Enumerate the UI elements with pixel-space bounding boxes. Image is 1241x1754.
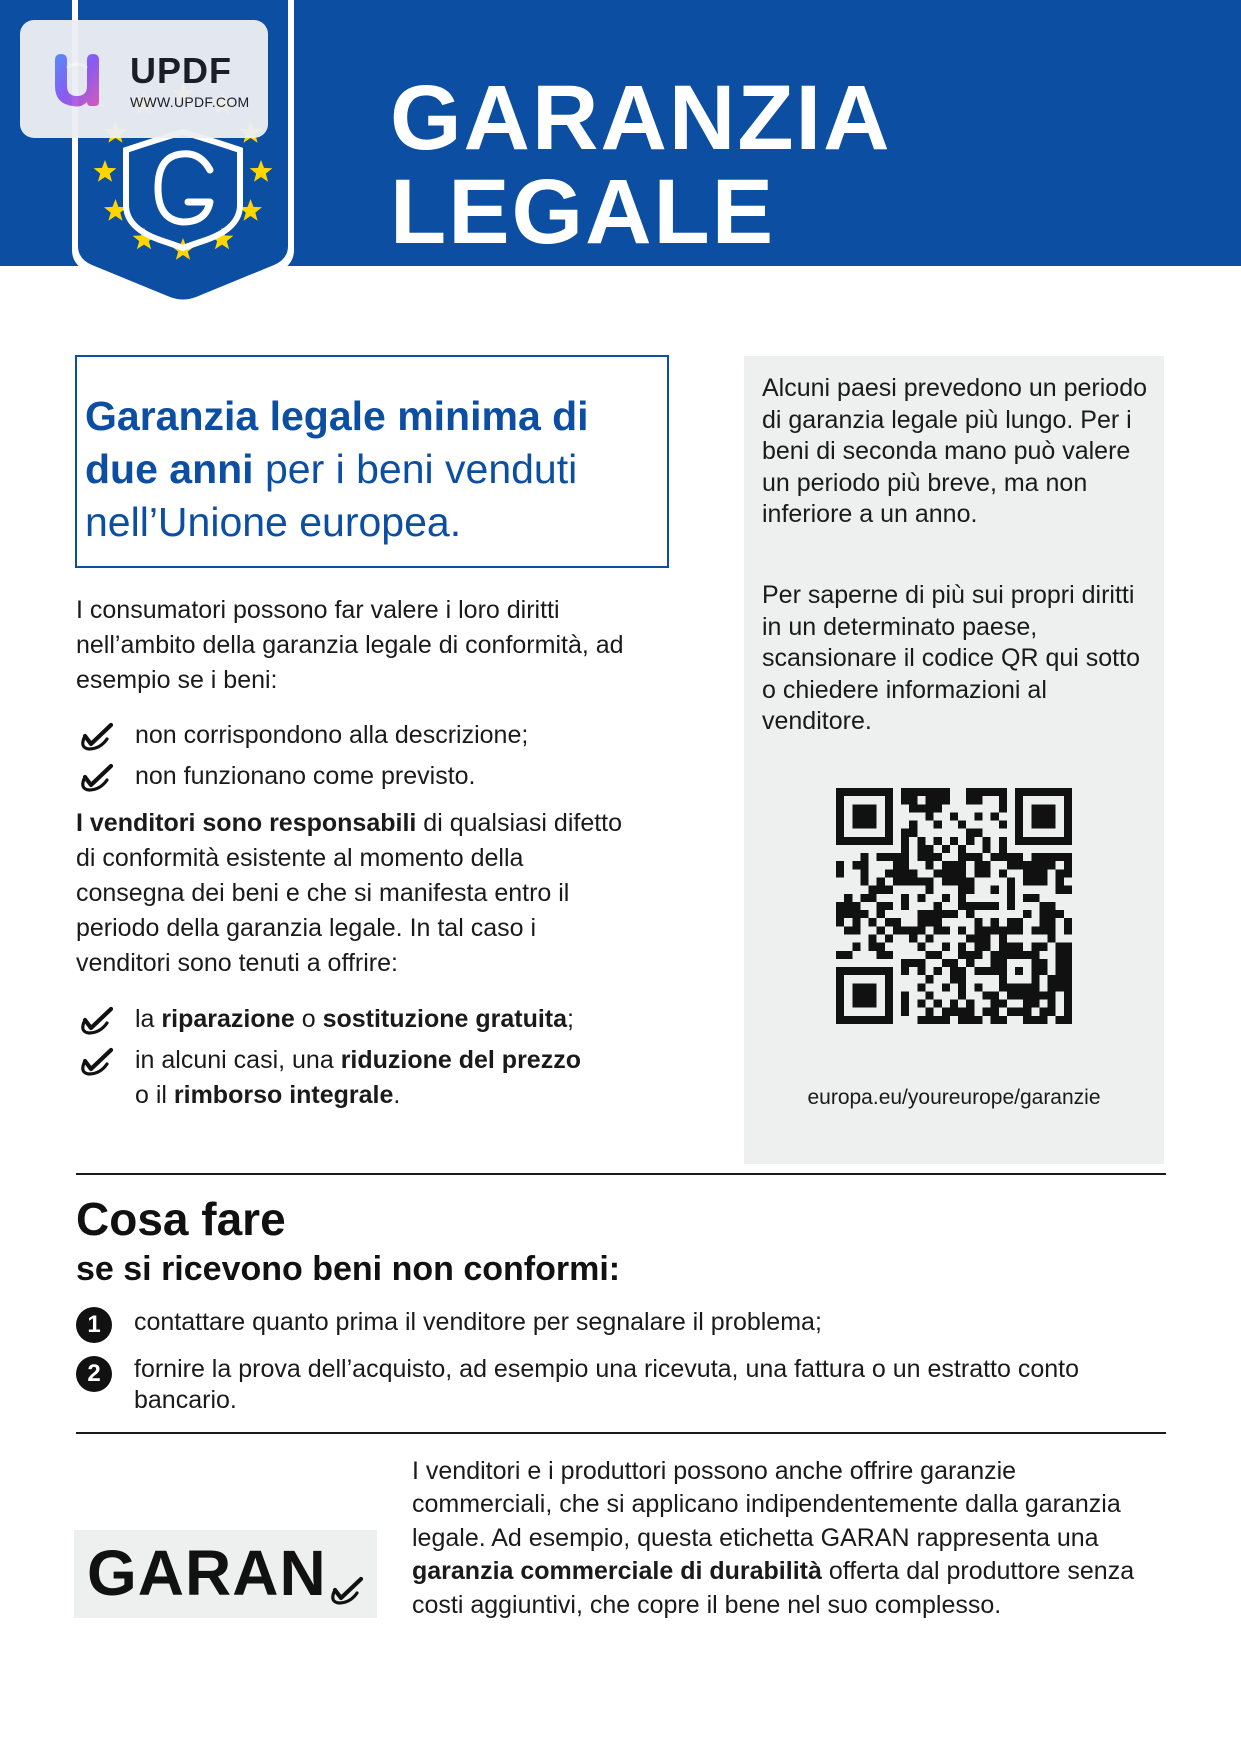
check-icon [76,763,114,793]
step-number-badge: 2 [76,1356,112,1392]
updf-brand-name: UPDF [130,50,232,91]
highlight-rest: per i beni venduti nell’Unione europea. [85,446,578,545]
check-icon [76,1047,114,1077]
updf-brand-url: WWW.UPDF.COM [130,94,250,110]
updf-watermark-badge [20,20,268,138]
divider [76,1432,1166,1434]
defect-text: non funzionano come previsto. [135,762,476,790]
step-text: fornire la prova dell’acquisto, ad esempio una ricevuta, una fattura o un estratto conto bancario. [134,1355,1080,1414]
section-title: Cosa fare [76,1193,286,1245]
page-title-line-2: LEGALE [390,161,776,263]
step-number-badge: 1 [76,1307,112,1343]
section-subtitle: se si ricevono beni non conformi: [76,1250,621,1288]
step-text: contattare quanto prima il venditore per segnalare il problema; [134,1308,822,1336]
highlight-bold: Garanzia legale minima di due anni [85,393,589,492]
highlight-box [75,355,669,568]
garan-label [74,1530,377,1618]
info-url-link[interactable]: europa.eu/youreurope/garanzie [807,1086,1101,1109]
side-paragraph-1: Alcuni paesi prevedono un periodo di garanzia legale più lungo. Per i beni di seconda mano può valere un periodo più breve, ma non inferiore a un anno. [762,374,1147,528]
side-paragraph-2: Per saperne di più sui propri diritti in un determinato paese, scansionare il codice QR qui sotto o chiedere informazioni al venditore. [762,581,1140,735]
sellers-rest: di qualsiasi difetto di conformità esistente al momento della consegna dei beni e che si manifesta entro il periodo della garanzia legale. In tal caso i venditori sono tenuti a offrire: [76,809,623,977]
commercial-guarantee-paragraph: I venditori e i produttori possono anche offrire garanzie commerciali, che si applicano indipendentemente dalla garanzia legale. Ad esempio, questa etichetta GARAN rappresenta una garanzia commerciale di durabilità offerta dal produttore senza costi aggiuntivi, che copre il bene nel suo complesso. [412,1457,1135,1619]
info-side-panel [744,356,1164,1164]
qr-modules [836,788,1072,1024]
check-icon [76,1006,114,1036]
page-title-line-1: GARANZIA [390,67,892,169]
garan-label-text: GARAN [87,1537,327,1609]
defect-text: non corrispondono alla descrizione; [135,721,529,749]
remedy-text: in alcuni casi, una riduzione del prezzo o il rimborso integrale. [135,1046,581,1109]
qr-code[interactable] [836,788,1072,1024]
sellers-bold: I venditori sono responsabili [76,809,417,837]
check-icon [326,1576,364,1606]
sellers-paragraph [76,806,636,981]
remedy-text: la riparazione o sostituzione gratuita; [135,1005,574,1033]
intro-paragraph: I consumatori possono far valere i loro diritti nell’ambito della garanzia legale di conformità, ad esempio se i beni: [76,596,624,694]
updf-logo-icon [47,48,109,110]
divider [76,1173,1166,1175]
check-icon [76,722,114,752]
